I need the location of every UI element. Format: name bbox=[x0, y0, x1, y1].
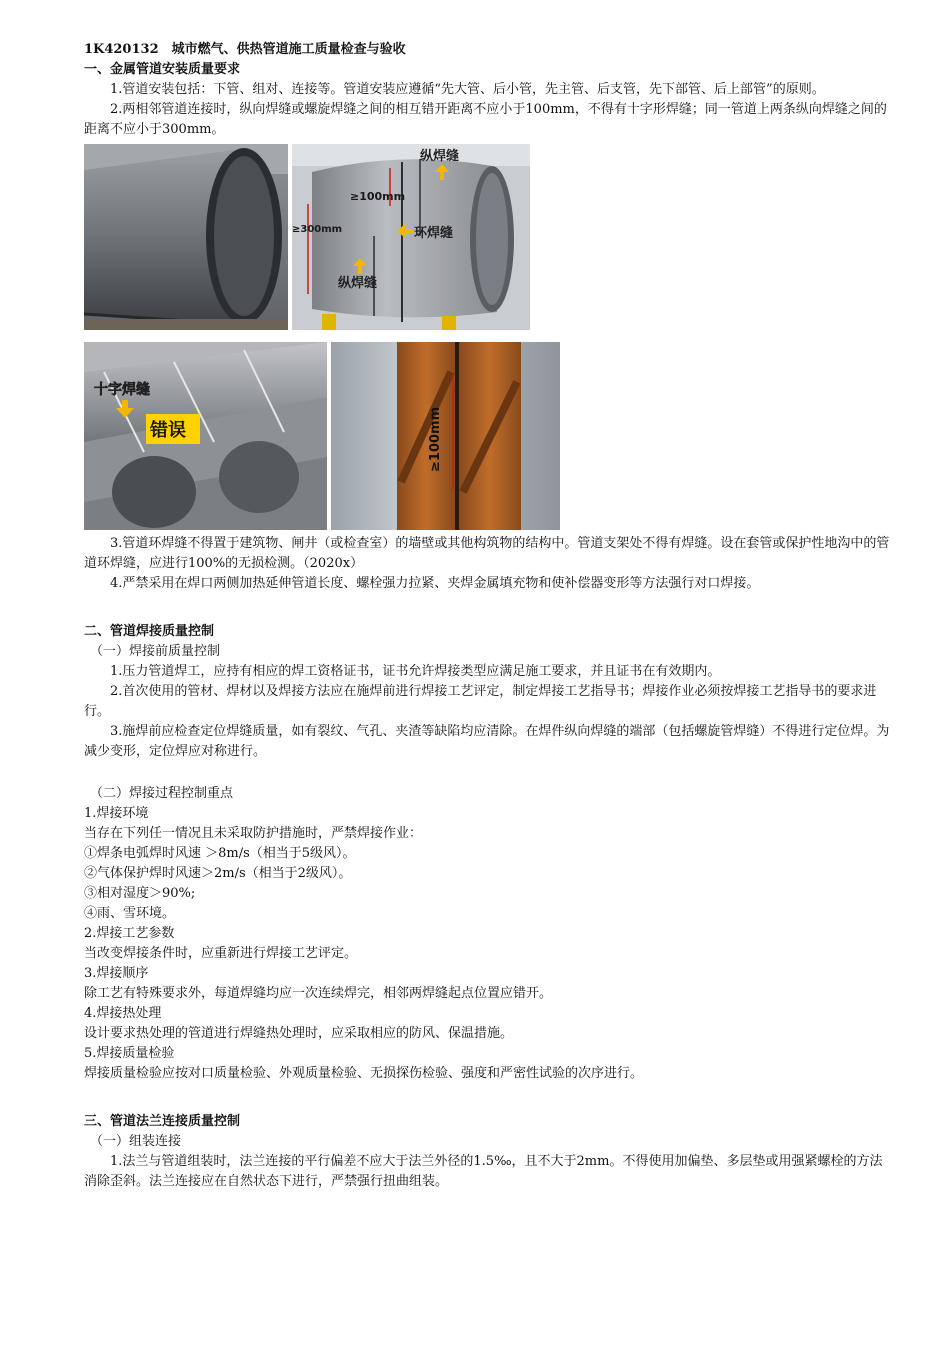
spacer bbox=[84, 762, 894, 784]
paragraph: 2.两相邻管道连接时，纵向焊缝或螺旋焊缝之间的相互错开距离不应小于100mm，不得有十字形焊缝；同一管道上两条纵向焊缝之间的距离不应小于300mm。 bbox=[84, 102, 887, 137]
paragraph: 焊接质量检验应按对口质量检验、外观质量检验、无损探伤检验、强度和严密性试验的次序进行。 bbox=[84, 1066, 644, 1081]
section-heading-3: 三、管道法兰连接质量控制 bbox=[84, 1114, 241, 1129]
spacer bbox=[84, 594, 894, 622]
subsection-heading: （一）组装连接 bbox=[90, 1134, 182, 1149]
pipe-photo-annotated bbox=[292, 144, 530, 330]
label-longitudinal-bottom: 纵焊缝 bbox=[338, 276, 378, 291]
paragraph: 当改变焊接条件时，应重新进行焊接工艺评定。 bbox=[84, 946, 358, 961]
paragraph: 2.首次使用的管材、焊材以及焊接方法应在施焊前进行焊接工艺评定，制定焊接工艺指导书；焊接作业必须按焊接工艺指导书的要求进行。 bbox=[84, 684, 877, 719]
paragraph: 除工艺有特殊要求外，每道焊缝均应一次连续焊完，相邻两焊缝起点位置应错开。 bbox=[84, 986, 553, 1001]
paragraph: 1.管道安装包括：下管、组对、连接等。管道安装应遵循“先大管、后小管，先主管、后支管，先下部管、后上部管”的原则。 bbox=[110, 82, 825, 97]
item-title: 5.焊接质量检验 bbox=[84, 1046, 175, 1061]
label-gap-100: ≥100mm bbox=[428, 406, 443, 472]
weld-closeup-photo bbox=[331, 342, 560, 530]
item-title: 2.焊接工艺参数 bbox=[84, 926, 175, 941]
item-title: 4.焊接热处理 bbox=[84, 1006, 162, 1021]
item-title: 1.焊接环境 bbox=[84, 806, 149, 821]
paragraph: 1.法兰与管道组装时，法兰连接的平行偏差不应大于法兰外径的1.5‰，且不大于2mm。不得使用加偏垫、多层垫或用强紧螺栓的方法消除歪斜。法兰连接应在自然状态下进行，严禁强行扭曲组装。 bbox=[84, 1154, 883, 1189]
list-item: ③相对湿度＞90%; bbox=[84, 886, 196, 901]
list-item: ①焊条电弧焊时风速 ＞8m/s（相当于5级风）。 bbox=[84, 846, 356, 861]
label-wrong: 错误 bbox=[150, 420, 186, 441]
paragraph: 设计要求热处理的管道进行焊缝热处理时，应采取相应的防风、保温措施。 bbox=[84, 1026, 514, 1041]
label-cross-weld: 十字焊缝 bbox=[94, 382, 150, 398]
item-title: 3.焊接顺序 bbox=[84, 966, 149, 981]
label-circumferential: 环焊缝 bbox=[414, 226, 454, 241]
paragraph: 3.施焊前应检查定位焊缝质量，如有裂纹、气孔、夹渣等缺陷均应清除。在焊件纵向焊缝的端部（包括螺旋管焊缝）不得进行定位焊。为减少变形，定位焊应对称进行。 bbox=[84, 724, 890, 759]
pipe-photo-1 bbox=[84, 144, 288, 330]
list-item: ②气体保护焊时风速＞2m/s（相当于2级风）。 bbox=[84, 866, 352, 881]
spacer bbox=[84, 1084, 894, 1112]
spiral-pipe-photo bbox=[84, 342, 327, 530]
document-title: 1K420132 城市燃气、供热管道施工质量检查与验收 bbox=[84, 42, 406, 57]
subsection-heading: （一）焊接前质量控制 bbox=[90, 644, 221, 659]
paragraph: 3.管道环焊缝不得置于建筑物、闸井（或检查室）的墙壁或其他构筑物的结构中。管道支架处不得有焊缝。设在套管或保护性地沟中的管道环焊缝，应进行100%的无损检测。（2020x） bbox=[84, 536, 890, 571]
photo-grid bbox=[84, 144, 894, 534]
document-page bbox=[84, 40, 894, 1192]
label-gap300: ≥300mm bbox=[292, 224, 343, 235]
label-longitudinal-top: 纵焊缝 bbox=[420, 149, 460, 164]
list-item: ④雨、雪环境。 bbox=[84, 906, 176, 921]
label-gap100: ≥100mm bbox=[350, 190, 406, 203]
paragraph: 1.压力管道焊工，应持有相应的焊工资格证书，证书允许焊接类型应满足施工要求，并且证书在有效期内。 bbox=[110, 664, 721, 679]
section-heading-2: 二、管道焊接质量控制 bbox=[84, 624, 215, 639]
section-heading-1: 一、金属管道安装质量要求 bbox=[84, 62, 241, 77]
subsection-heading: （二）焊接过程控制重点 bbox=[90, 786, 234, 801]
paragraph: 当存在下列任一情况且未采取防护措施时，严禁焊接作业： bbox=[84, 826, 423, 841]
paragraph: 4.严禁采用在焊口两侧加热延伸管道长度、螺栓强力拉紧、夹焊金属填充物和使补偿器变形等方法强行对口焊接。 bbox=[110, 576, 760, 591]
